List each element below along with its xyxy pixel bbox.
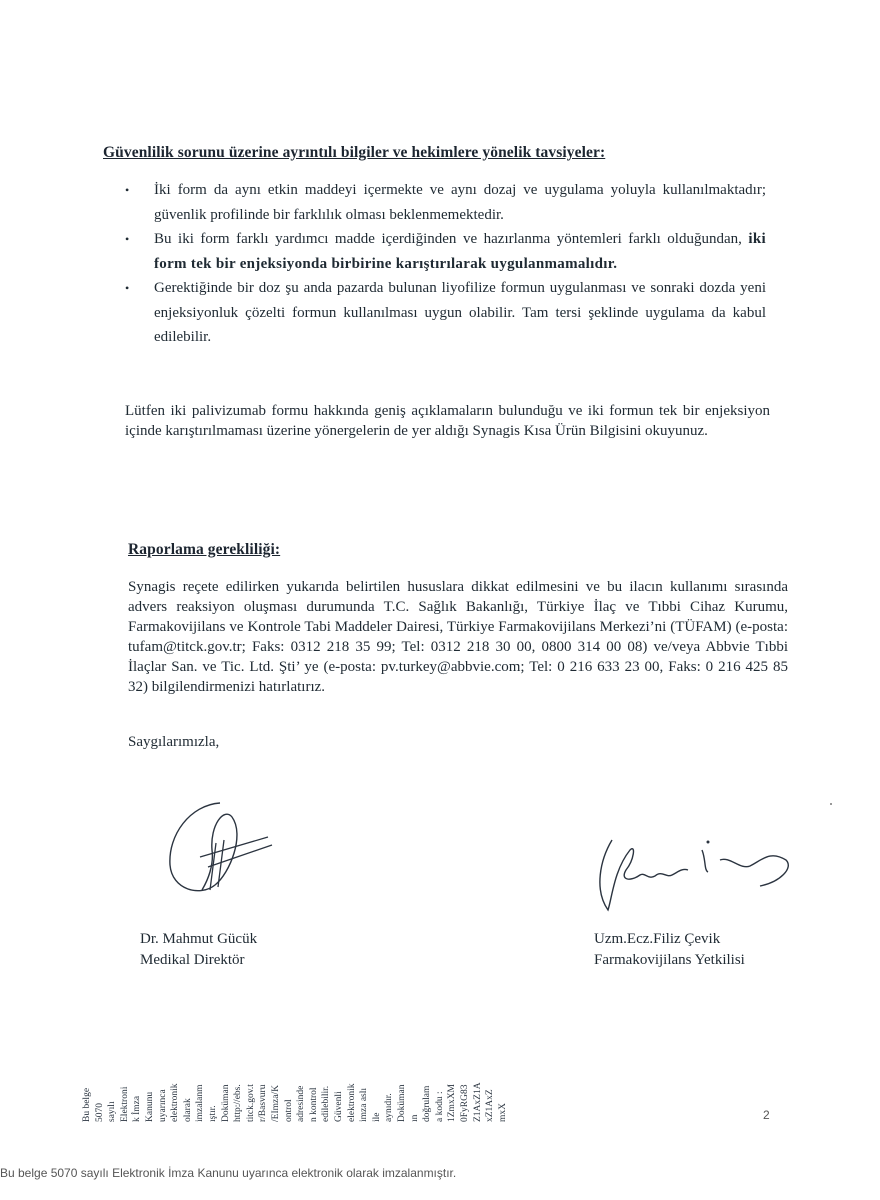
stamp-column-text: ile [371, 1112, 382, 1122]
signatory-left [140, 929, 257, 971]
info-paragraph: Lütfen iki palivizumab formu hakkında geniş açıklamaların bulunduğu ve iki formun tek bir enjeksiyon içinde karıştırılmaması üzerine yönergelerin de yer aldığı Synagis Kısa Ürün Bilgisini okuyunuz. [125, 403, 770, 439]
stamp-column-text: titck.gov.t [245, 1084, 256, 1122]
stamp-column-text: aynıdır. [384, 1093, 395, 1122]
stamp-column-text: mxX [497, 1103, 508, 1122]
stamp-column-text: Kanunu [145, 1091, 155, 1122]
stamp-column-text: /EImza/K [271, 1085, 281, 1122]
list-item [116, 276, 766, 350]
signature-right-image [590, 820, 800, 920]
stamp-column-text: Güvenli [334, 1091, 344, 1122]
stamp-column-text: edilebilir. [321, 1085, 332, 1122]
bullet-bold-text: iki form tek bir enjeksiyonda birbirine karıştırılarak uygulanmamalıdır. [154, 231, 766, 272]
closing-line: Saygılarımızla, [128, 734, 220, 750]
stamp-column-text: ontrol [283, 1099, 294, 1122]
stamp-column-text: olarak [182, 1098, 193, 1122]
stamp-column-text: Doküman [397, 1084, 407, 1122]
stamp-column-text: Bu belge [82, 1087, 92, 1122]
stamp-column-text: imza aslı [359, 1087, 370, 1122]
list-item [116, 227, 766, 276]
safety-heading: Güvenlilik sorunu üzerine ayrıntılı bilgiler ve hekimlere yönelik tavsiyeler: [103, 144, 606, 161]
reporting-paragraph: Synagis reçete edilirken yukarıda belirtilen hususlara dikkat edilmesini ve bu ilacın kullanımı sırasında advers reaksiyon oluşması durumunda T.C. Sağlık Bakanlığı, Türkiye İlaç ve Tıbbi Cihaz Kurumu, Farmakovijilans ve Kontrole Tabi Maddeler Dairesi, Türkiye Farmakovijilans Merkezi’ni (TÜFAM) (e-posta: tufam@titck.gov.tr; Faks: 0312 218 35 99; Tel: 0312 218 30 00, 0800 314 00 08) ve/veya Abbvie Tıbbi İlaçlar San. ve Tic. Ltd. Şti’ ye (e-posta: pv.turkey@abbvie.com; Tel: 0 216 633 23 00, Faks: 0 216 425 85 32) bilgilendirmenizi hatırlatırız. [128, 579, 788, 695]
stamp-column-text: imzalanm [195, 1084, 206, 1122]
safety-bullet-list [116, 178, 766, 350]
scan-speck [830, 803, 832, 805]
stamp-column-text: 0FyRG83 [460, 1084, 470, 1122]
bullet-text: Gerektiğinde bir doz şu anda pazarda bulunan liyofilize formun uygulanması ve sonraki dozda yeni enjeksiyonluk çözelti formun kullanılması uygun olabilir. Tam tersi şeklinde uygulama da kabul edilebilir. [154, 280, 766, 345]
bullet-icon: • [125, 183, 130, 197]
signatory-right-name: Uzm.Ecz.Filiz Çevik [594, 931, 721, 947]
bullet-icon: • [125, 281, 130, 295]
stamp-column-text: Elektroni [119, 1086, 130, 1122]
stamp-column-text: Z1AxZ1A [472, 1082, 483, 1122]
stamp-column-text: n kontrol [308, 1087, 319, 1122]
stamp-column-text: Doküman [220, 1084, 231, 1122]
stamp-column-text: sayılı [107, 1101, 118, 1122]
stamp-column-text: elektronik [170, 1083, 181, 1122]
stamp-column-text: k İmza [132, 1095, 143, 1122]
reporting-heading: Raporlama gerekliliği: [128, 541, 281, 558]
stamp-column-text: doğrulam [422, 1085, 433, 1122]
stamp-column-text: 1ZmxXM [447, 1084, 458, 1122]
footer-notice: Bu belge 5070 sayılı Elektronik İmza Kanunu uyarınca elektronik olarak imzalanmıştır. [0, 1166, 457, 1180]
bullet-text: İki form da aynı etkin maddeyi içermekte ve aynı dozaj ve uygulama yoluyla kullanılmaktadır; güvenlik profilinde bir farklılık olması beklenmemektedir. [154, 182, 766, 223]
signatory-right [594, 929, 745, 971]
stamp-column-text: elektronik [346, 1083, 357, 1122]
signature-left-image [160, 795, 280, 905]
page-number: 2 [763, 1108, 770, 1122]
signatory-right-title: Farmakovijilans Yetkilisi [594, 952, 745, 968]
bullet-text: Bu iki form farklı yardımcı madde içerdiğinden ve hazırlanma yöntemleri farklı olduğundan, [154, 231, 749, 247]
bullet-icon: • [125, 232, 130, 246]
stamp-column-text: xZ1AxZ [485, 1089, 496, 1122]
list-item [116, 178, 766, 227]
stamp-column-text: ıştır. [208, 1105, 218, 1122]
stamp-column-text: uyarınca [157, 1089, 168, 1122]
stamp-column-text: a kodu : [434, 1091, 445, 1122]
stamp-column-text: http://ebs. [233, 1084, 244, 1122]
stamp-column-text: adresinde [296, 1085, 307, 1122]
stamp-column-text: r/Basvuru [258, 1084, 269, 1122]
signatory-left-name: Dr. Mahmut Gücük [140, 931, 258, 947]
signatory-left-title: Medikal Direktör [140, 952, 245, 968]
stamp-column-text: 5070 [94, 1103, 105, 1122]
stamp-column-text: ın [409, 1114, 420, 1122]
